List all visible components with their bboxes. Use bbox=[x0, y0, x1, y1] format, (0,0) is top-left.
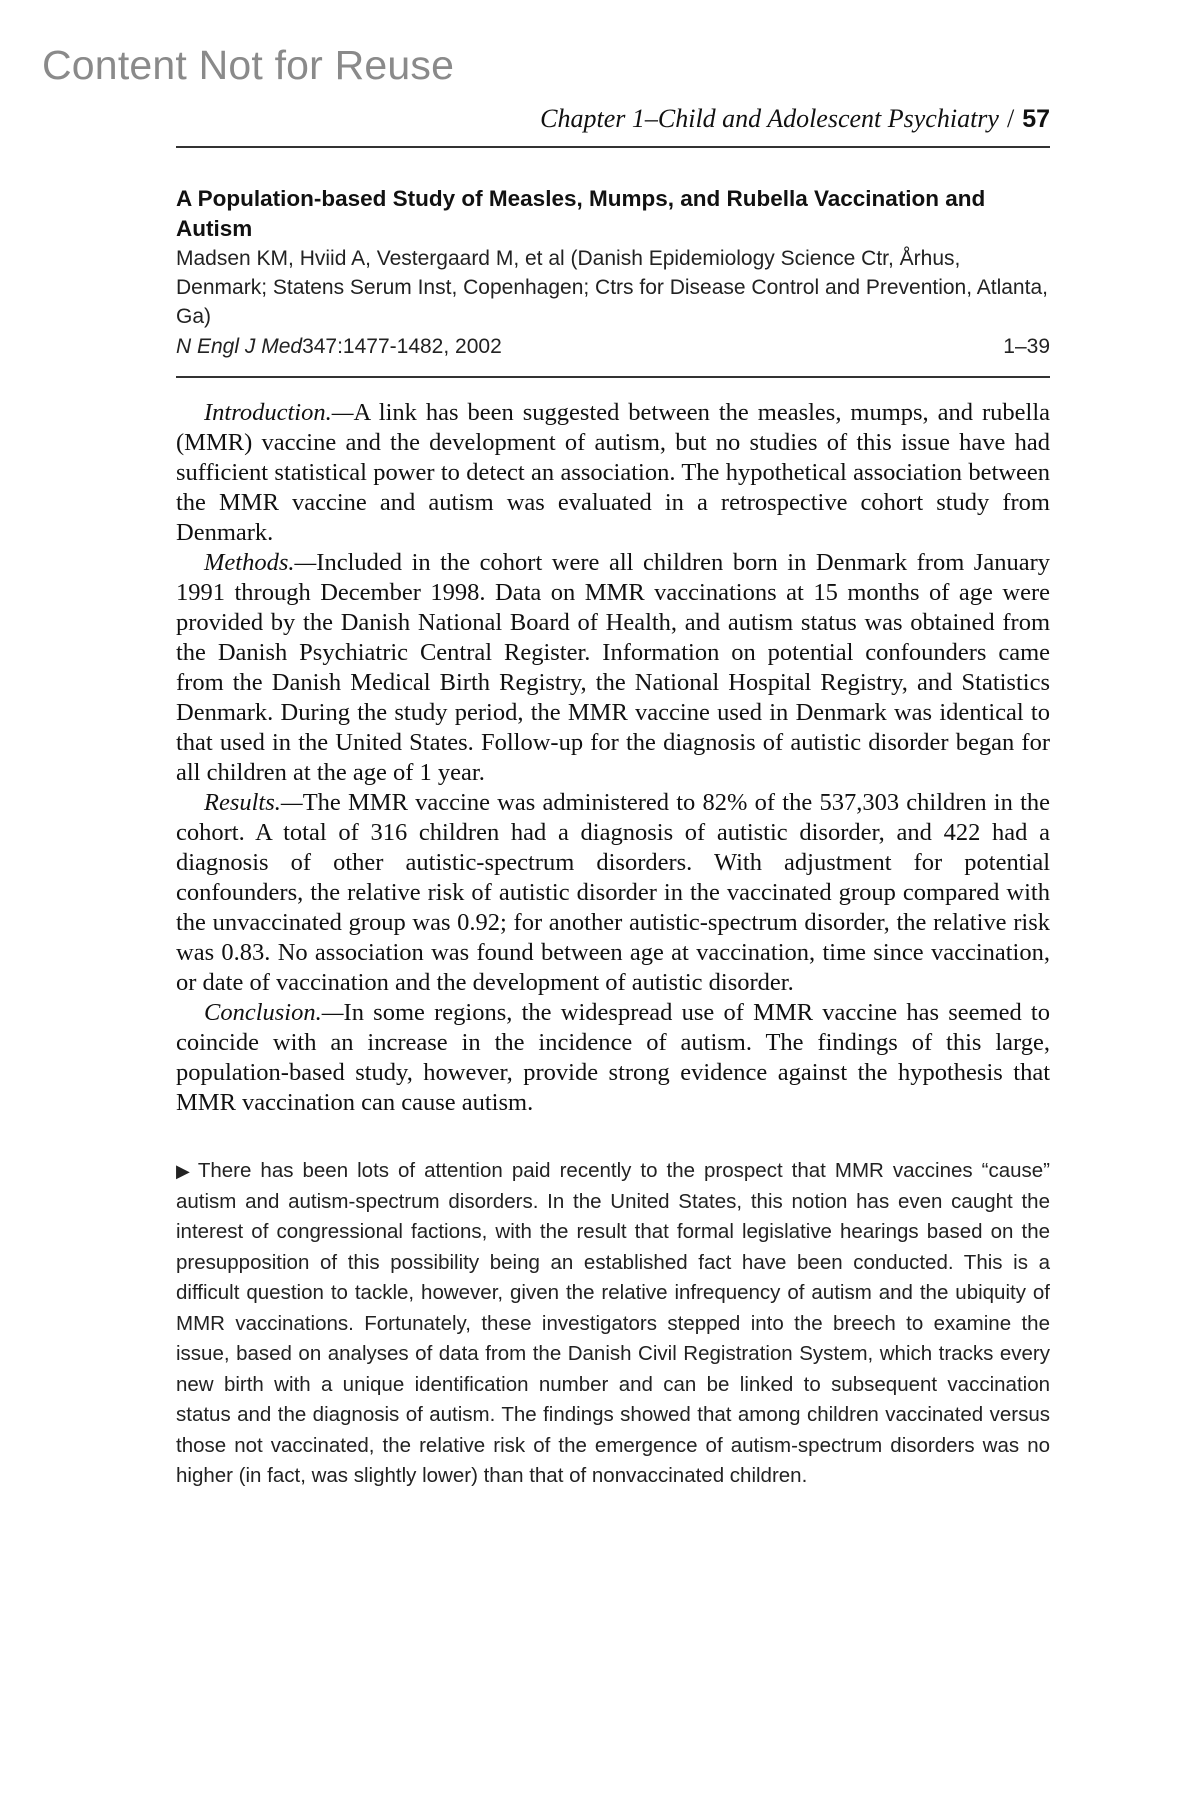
page-number: 57 bbox=[1022, 105, 1050, 133]
abstract-number: 1–39 bbox=[1003, 335, 1050, 358]
commentary bbox=[176, 1156, 1050, 1492]
abstract-methods bbox=[176, 548, 1050, 788]
citation-rule bbox=[176, 376, 1050, 378]
section-heading: Methods.— bbox=[204, 549, 317, 576]
article-authors: Madsen KM, Hviid A, Vestergaard M, et al (Danish Epidemiology Science Ctr, Århus, Denmark; Statens Serum Inst, Copenhagen; Ctrs for Disease Control and Prevention, Atlanta, Ga) bbox=[176, 247, 1048, 328]
commentary-text: There has been lots of attention paid recently to the prospect that MMR vaccines “cause” autism and autism-spectrum disorders. In the United States, this notion has even caught the interest of congressional factions, with the result that formal legislative hearings based on the presupposition of this possibility being an established fact have been conducted. This is a difficult question to tackle, however, given the relative infrequency of autism and the ubiquity of MMR vaccinations. Fortunately, these investigators stepped into the breech to examine the issue, based on analyses of data from the Danish Civil Registration System, which tracks every new birth with a unique identification number and can be linked to subsequent vaccination status and the diagnosis of autism. The findings showed that among children vaccinated versus those not vaccinated, the relative risk of the emergence of autism-spectrum disorders was no higher (in fact, was slightly lower) than that of nonvaccinated children. bbox=[176, 1159, 1050, 1487]
section-text: A link has been suggested between the measles, mumps, and rubella (MMR) vaccine and the development of autism, but no studies of this issue have had sufficient statistical power to detect an association. The hypothetical association between the MMR vaccine and autism was evaluated in a retrospective cohort study from Denmark. bbox=[176, 399, 1050, 546]
running-head-separator: / bbox=[1006, 104, 1015, 133]
abstract-introduction bbox=[176, 398, 1050, 548]
running-head bbox=[176, 92, 1050, 146]
section-text: Included in the cohort were all children born in Denmark from January 1991 through December 1998. Data on MMR vaccinations at 15 months of age were provided by the Danish National Board of Health, and autism status was obtained from the Danish Psychiatric Central Register. Information on potential confounders came from the Danish Medical Birth Registry, the National Hospital Registry, and Statistics Denmark. During the study period, the MMR vaccine used in Denmark was identical to that used in the United States. Follow-up for the diagnosis of autistic disorder began for all children at the age of 1 year. bbox=[176, 549, 1050, 786]
abstract bbox=[176, 398, 1050, 1118]
article-title: A Population-based Study of Measles, Mumps, and Rubella Vaccination and Autism bbox=[176, 186, 986, 241]
journal-name: N Engl J Med bbox=[176, 335, 303, 358]
citation-block bbox=[176, 148, 1050, 376]
journal-line bbox=[176, 331, 1050, 362]
section-heading: Results.— bbox=[204, 789, 303, 816]
triangle-bullet-icon: ▶ bbox=[176, 1161, 190, 1181]
watermark-text: Content Not for Reuse bbox=[42, 42, 455, 88]
abstract-conclusion bbox=[176, 998, 1050, 1118]
chapter-title: Chapter 1–Child and Adolescent Psychiatry bbox=[540, 104, 999, 133]
abstract-results bbox=[176, 788, 1050, 998]
journal-reference: 347:1477-1482, 2002 bbox=[302, 335, 502, 358]
page-body bbox=[176, 92, 1050, 1492]
section-text: In some regions, the widespread use of MMR vaccine has seemed to coincide with an increase in the incidence of autism. The findings of this large, population-based study, however, provide strong evidence against the hypothesis that MMR vaccination can cause autism. bbox=[176, 999, 1050, 1116]
section-heading: Introduction.— bbox=[204, 399, 354, 426]
section-text: The MMR vaccine was administered to 82% of the 537,303 children in the cohort. A total of 316 children had a diagnosis of autistic disorder, and 422 had a diagnosis of other autistic-spectrum disorders. With adjustment for potential confounders, the relative risk of autistic disorder in the vaccinated group compared with the unvaccinated group was 0.92; for another autistic-spectrum disorder, the relative risk was 0.83. No association was found between age at vaccination, time since vaccination, or date of vaccination and the development of autistic disorder. bbox=[176, 789, 1050, 996]
section-heading: Conclusion.— bbox=[204, 999, 344, 1026]
